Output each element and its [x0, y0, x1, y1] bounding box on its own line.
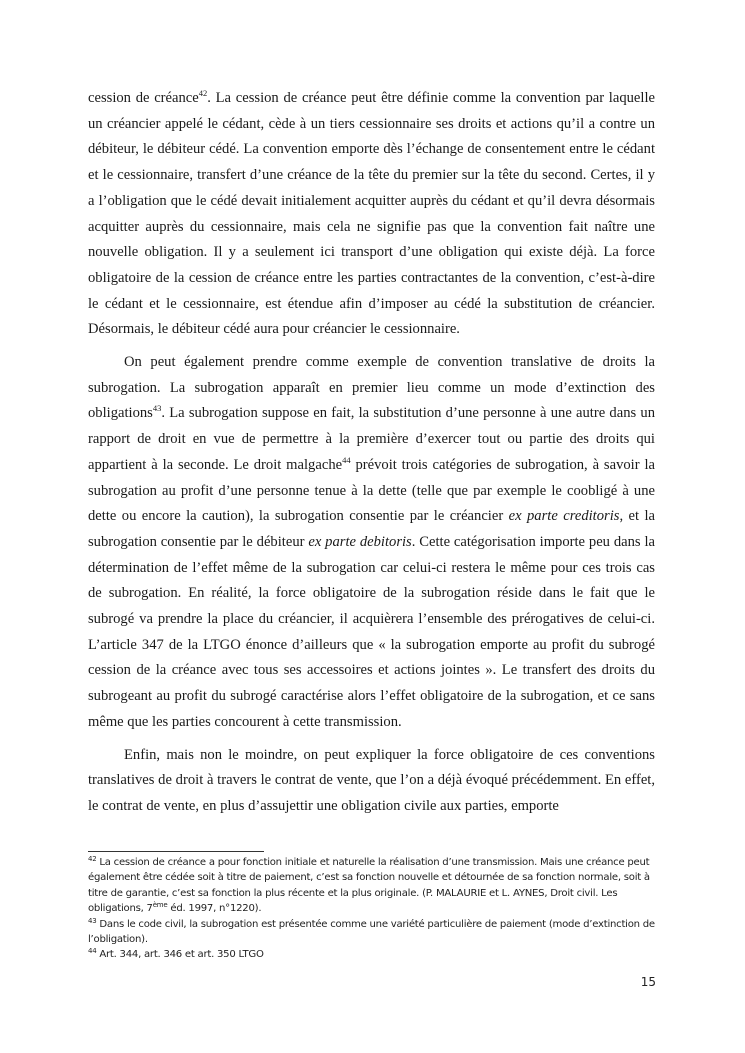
text-run: cession de créance [88, 90, 199, 106]
paragraph-contrat-de-vente [88, 743, 655, 820]
footnote-number: 44 [88, 947, 97, 956]
italic-term: ex parte creditoris [508, 508, 620, 525]
text-run: On peut également prendre comme exemple de convention translative de droits la subrogation. La subrogation apparaît en premier lieu comme un mode d’extinction des obligations [88, 354, 655, 422]
main-text [88, 86, 655, 827]
footnotes [88, 855, 656, 963]
text-run: prévoit trois catégories de subrogation, à savoir la subrogation au profit d’une personne tenue à la dette (telle que par exemple le coobligé à une dette ou encore la caution), la subrogation consentie par le créancier [88, 456, 655, 525]
text-run: . Cette catégorisation importe peu dans la détermination de l’effet même de la subrogation car celui-ci restera le même pour ces trois cas de subrogation. En réalité, la force obligatoire de la subrogation réside dans le fait que le subrogé va prendre la place du créancier, il acquièrera l’ensemble des prérogatives de celui-ci. L’article 347 de la LTGO énonce d’ailleurs que « la subrogation emporte au profit du subrogé cession de la créance avec tous ses accessoires et actions jointes ». Le transfert des droits du subrogeant au profit du subrogé caractérise alors l’effet obligatoire de la subrogation, et ce sans même que les parties concourent à cette transmission. [88, 533, 655, 730]
footnote-44 [88, 947, 656, 962]
footnote-42 [88, 855, 656, 917]
footnote-ref-43[interactable]: 43 [152, 403, 162, 414]
footnote-text: Art. 344, art. 346 et art. 350 LTGO [96, 949, 264, 961]
footnote-text: Dans le code civil, la subrogation est présentée comme une variété particulière de paiement (mode d’extinction de l’obligation). [88, 918, 655, 946]
footnote-separator [88, 851, 264, 852]
paragraph-subrogation [88, 350, 655, 736]
text-run: Enfin, mais non le moindre, on peut expliquer la force obligatoire de ces conventions translatives de droit à travers le contrat de vente, que l’on a déjà évoqué précédemment. En effet, le contrat de vente, en plus d’assujettir une obligation civile aux parties, emporte [88, 746, 655, 814]
superscript: ème [152, 901, 168, 910]
italic-term: ex parte debitoris [308, 533, 412, 550]
footnote-text: La cession de créance a pour fonction initiale et naturelle la réalisation d’une transmission. Mais une créance peut également être cédée soit à titre de paiement, c’est sa fonction nouvelle et détournée de sa fonction normale, soit à titre de garantie, c’est sa fonction la plus récente et la plus originale. (P. MALAURIE et L. AYNES, Droit civil. Les obligations, 7 [88, 857, 650, 915]
footnote-ref-42[interactable]: 42 [198, 88, 208, 98]
text-run: . La cession de créance peut être définie comme la convention par laquelle un créancier appelé le cédant, cède à un tiers cessionnaire ses droits et actions qu’il a contre un débiteur, le débiteur cédé. La convention emporte dès l’échange de consentement entre le cédant et le cessionnaire, transfert d’une créance de la tête du premier sur la tête du second. Certes, il y a l’obligation que le cédé devait initialement acquitter auprès du cédant et qu’il devra désormais acquitter auprès du cessionnaire, mais cela ne signifie pas que la convention fait naître une nouvelle obligation. Il y a seulement ici transport d’une obligation qui existe déjà. La force obligatoire de la cession de créance entre les parties contractantes de la convention, c’est-à-dire le cédant et le cessionnaire, est étendue afin d’imposer au cédé la substitution de créancier. Désormais, le débiteur cédé aura pour créancier le cessionnaire. [88, 90, 655, 338]
footnote-text: éd. 1997, n°1220). [167, 903, 262, 915]
footnote-ref-44[interactable]: 44 [342, 454, 351, 465]
page-number: 15 [640, 975, 656, 989]
text-run: . La subrogation suppose en fait, la substitution d’une personne à une autre dans un rapport de droit en vue de permettre à la première d’exercer tout ou partie des droits qui appartient à la seconde. Le droit malgache [88, 405, 655, 473]
paragraph-cession-de-creance [88, 86, 655, 343]
footnote-number: 43 [88, 916, 97, 925]
footnote-43 [88, 917, 656, 948]
text-run: , et la subrogation consentie par le débiteur [88, 508, 655, 550]
footnote-number: 42 [88, 855, 97, 863]
